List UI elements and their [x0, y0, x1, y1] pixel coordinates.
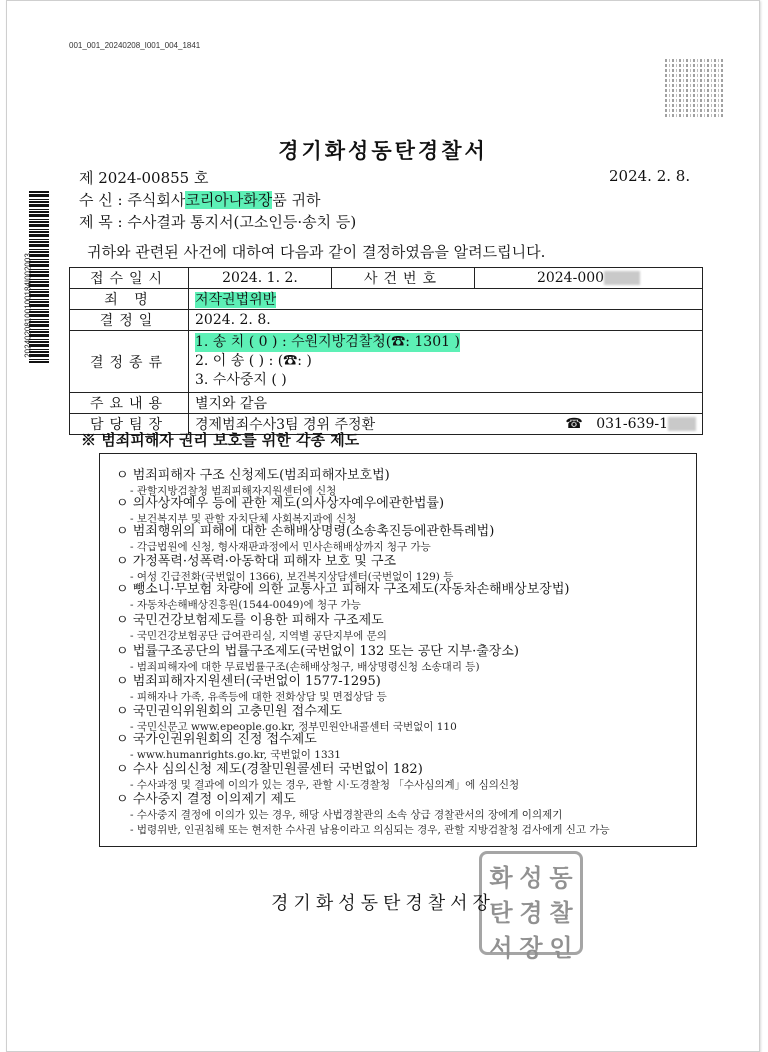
item-detail: - 국민건강보험공단 급여관리실, 지역별 공단지부에 문의 — [130, 630, 387, 642]
qr-code — [665, 57, 725, 117]
item-title: ㅇ 의사상자예우 등에 관한 제도(의사상자예우에관한법률) — [116, 496, 445, 511]
list-item — [116, 788, 610, 837]
document-id: 001_001_20240208_I001_004_1841 — [69, 41, 201, 50]
decision-option-2: 2. 이 송 ( ) : (☎: ) — [195, 353, 312, 369]
item-detail: - 수사중지 결정에 이의가 있는 경우, 해당 사법경찰관의 소속 상급 경찰관서의 장에게 이의제기 — [130, 809, 563, 821]
item-detail: - 피해자나 가족, 유족등에 대한 전화상담 및 면접상담 등 — [130, 691, 387, 703]
case-info-table — [69, 267, 703, 435]
doc-date: 2024. 2. 8. — [609, 167, 691, 185]
item-detail: - 각급법원에 신청, 형사재판과정에서 민사손해배상까지 청구 가능 — [130, 541, 431, 553]
receipt-date: 2024. 1. 2. — [189, 268, 332, 289]
list-item — [116, 609, 387, 643]
officer-label: 담당팀장 — [70, 414, 189, 435]
case-number-label: 사건번호 — [332, 268, 475, 289]
item-title: ㅇ 범죄피해자지원센터(국번없이 1577-1295) — [116, 674, 381, 689]
item-title: ㅇ 법률구조공단의 법률구조제도(국번없이 132 또는 공단 지부·출장소) — [116, 644, 519, 659]
section-title: ※ 범죄피해자 권리 보호를 위한 각종 제도 — [81, 431, 360, 449]
subject-label: 제 목 : — [79, 213, 123, 231]
subject-line — [79, 211, 356, 232]
crime-name: 저작권법위반 — [195, 292, 277, 308]
item-detail: - 보건복지부 및 관할 자치단체 사회복지과에 신청 — [130, 513, 357, 525]
crime-cell — [189, 289, 703, 310]
document-page — [6, 0, 760, 1052]
doc-number: 제 2024-00855 호 — [79, 169, 209, 187]
item-title: ㅇ 뺑소니·무보험 차량에 의한 교통사고 피해자 구조제도(자동차손해배상보장법) — [116, 582, 570, 597]
official-seal: 화 성 동 탄 경 찰 서 장 인 — [479, 851, 583, 955]
redaction — [604, 271, 640, 285]
item-detail: - 수사과정 및 결과에 이의가 있는 경우, 관할 시·도경찰청 「수사심의계」에 심의신청 — [130, 779, 520, 791]
recipient-label: 수 신 : — [79, 191, 123, 209]
item-detail: - 법령위반, 인권침해 또는 현저한 수사권 남용이라고 의심되는 경우, 관할 지방검찰청 검사에게 신고 가능 — [130, 824, 610, 836]
item-detail: - 국민신문고 www.epeople.go.kr, 정부민원안내콜센터 국번없이 110 — [130, 721, 457, 733]
phone-number: 031-639-1 — [596, 416, 668, 432]
recipient-line — [79, 189, 321, 210]
officer-name: 경제범죄수사3팀 경위 주정환 — [189, 414, 475, 435]
item-title: ㅇ 국가인권위원회의 진정 접수제도 — [116, 732, 317, 747]
main-content: 별지와 같음 — [189, 393, 703, 414]
item-title: ㅇ 범죄행위의 피해에 대한 손해배상명령(소송촉진등에관한특례법) — [116, 524, 495, 539]
decision-option-3: 3. 수사중지 ( ) — [195, 372, 287, 388]
main-content-label: 주요내용 — [70, 393, 189, 414]
item-title: ㅇ 가정폭력·성폭력·아동학대 피해자 보호 및 구조 — [116, 554, 397, 569]
subject-text: 수사결과 통지서(고소인등·송치 등) — [127, 213, 357, 231]
decision-date-label: 결정일 — [70, 310, 189, 331]
list-item — [116, 520, 494, 554]
item-detail: - 여성 긴급전화(국번없이 1366), 보건복지상담센터(국번없이 129) 등 — [130, 571, 454, 583]
crime-label: 죄 명 — [70, 289, 189, 310]
list-item — [116, 640, 519, 674]
item-title: ㅇ 국민건강보험제도를 이용한 피해자 구조제도 — [116, 613, 384, 628]
decision-type-cell — [189, 331, 703, 393]
item-detail: - 자동차손해배상진흥원(1544-0049)에 청구 가능 — [130, 599, 361, 611]
receipt-date-label: 접수일시 — [70, 268, 189, 289]
item-title: ㅇ 수사중지 결정 이의제기 제도 — [116, 792, 296, 807]
side-number: 20240208100100184I002003 — [23, 253, 33, 358]
item-detail: - 관할지방검찰청 범죄피해자지원센터에 신청 — [130, 485, 337, 497]
case-number-cell — [475, 268, 703, 289]
decision-option-1: 1. 송 치 ( 0 ) : 수원지방검찰청(☎: 1301 ) — [195, 334, 460, 350]
list-item — [116, 578, 569, 612]
list-item — [116, 670, 387, 704]
decision-date: 2024. 2. 8. — [189, 310, 703, 331]
list-item — [116, 758, 519, 792]
document-title: 경기화성동탄경찰서 — [278, 138, 488, 163]
redaction — [668, 417, 696, 431]
list-item — [116, 728, 341, 762]
item-title: ㅇ 범죄피해자 구조 신청제도(범죄피해자보호법) — [116, 468, 390, 483]
issuer-name: 경기화성동탄경찰서장 — [271, 893, 495, 914]
item-title: ㅇ 수사 심의신청 제도(경찰민원콜센터 국번없이 182) — [116, 762, 423, 777]
item-detail: - www.humanrights.go.kr, 국번없이 1331 — [130, 749, 341, 761]
item-title: ㅇ 국민권익위원회의 고충민원 접수제도 — [116, 704, 342, 719]
item-detail: - 범죄피해자에 대한 무료법률구조(손해배상청구, 배상명령신청 소송대리 등) — [130, 661, 480, 673]
victim-rights-box — [99, 453, 697, 847]
recipient-post: 품 귀하 — [272, 191, 321, 209]
decision-type-label: 결정종류 — [70, 331, 189, 393]
phone-icon: ☎ — [565, 416, 583, 432]
recipient-highlight: 코리아나화장 — [185, 191, 273, 209]
phone-cell — [475, 414, 703, 435]
intro-text: 귀하와 관련된 사건에 대하여 다음과 같이 결정하였음을 알려드립니다. — [87, 243, 546, 261]
recipient-pre: 주식회사 — [127, 191, 186, 209]
case-number: 2024-000 — [536, 270, 605, 286]
